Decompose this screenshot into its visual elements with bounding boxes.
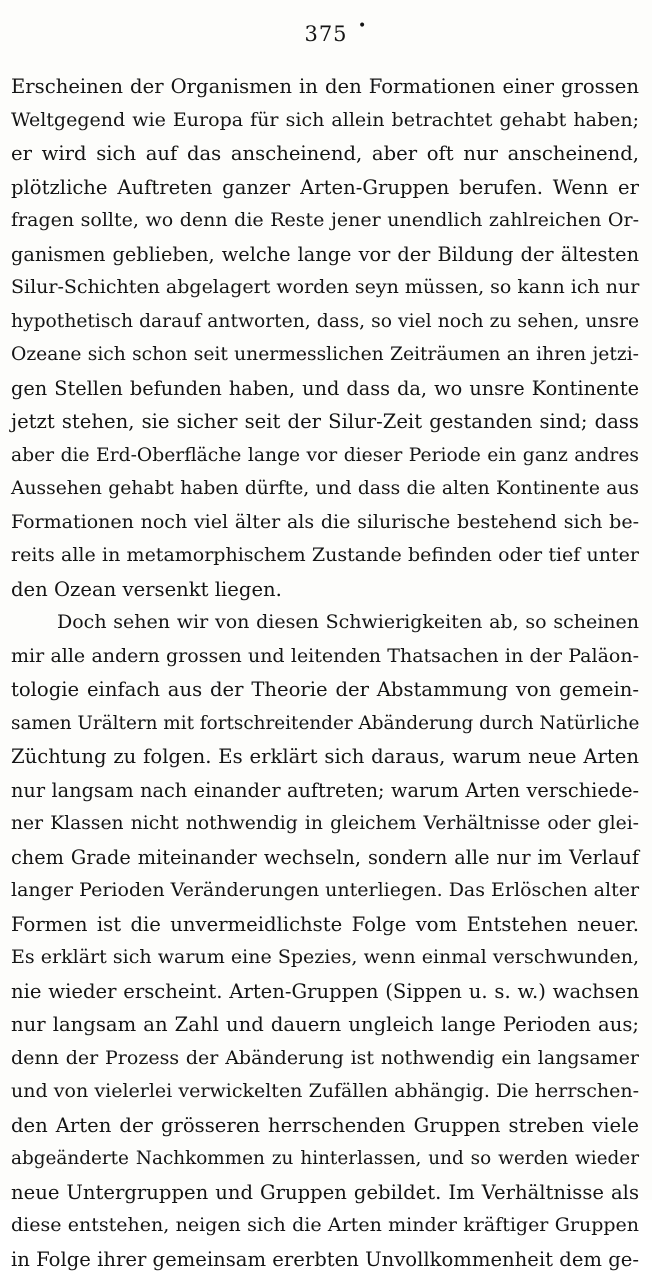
text-line: langer Perioden Veränderungen unterliegen. Das Erlöschen alter <box>11 874 639 908</box>
text-line: samen Urältern mit fortschreitender Abänderung durch Natürliche <box>11 707 639 741</box>
text-line: diese entstehen, neigen sich die Arten minder kräftiger Gruppen <box>11 1209 639 1243</box>
text-line: Ozeane sich schon seit unermesslichen Zeiträumen an ihren jetzi- <box>11 338 639 372</box>
text-line: Erscheinen der Organismen in den Formationen einer grossen <box>11 70 639 104</box>
text-line: in Folge ihrer gemeinsam ererbten Unvollkommenheit dem ge- <box>11 1243 639 1276</box>
text-line: und von vielerlei verwickelten Zufällen abhängig. Die herrschen- <box>11 1075 639 1109</box>
text-line: gen Stellen befunden haben, und dass da, wo unsre Kontinente <box>11 372 639 406</box>
text-line: abgeänderte Nachkommen zu hinterlassen, und so werden wieder <box>11 1142 639 1176</box>
text-line: er wird sich auf das anscheinend, aber oft nur anscheinend, <box>11 137 639 171</box>
text-line: plötzliche Auftreten ganzer Arten-Gruppen berufen. Wenn er <box>11 171 639 205</box>
text-line: denn der Prozess der Abänderung ist nothwendig ein langsamer <box>11 1042 639 1076</box>
text-line: den Ozean versenkt liegen. <box>11 573 639 607</box>
text-line: Weltgegend wie Europa für sich allein betrachtet gehabt haben; <box>11 104 639 138</box>
text-line: jetzt stehen, sie sicher seit der Silur-Zeit gestanden sind; dass <box>11 405 639 439</box>
text-line: hypothetisch darauf antworten, dass, so viel noch zu sehen, unsre <box>11 305 639 339</box>
text-line: ganismen geblieben, welche lange vor der Bildung der ältesten <box>11 238 639 272</box>
text-line: neue Untergruppen und Gruppen gebildet. Im Verhältnisse als <box>11 1176 639 1210</box>
text-line: nur langsam an Zahl und dauern ungleich lange Perioden aus; <box>11 1008 639 1042</box>
text-line: ner Klassen nicht nothwendig in gleichem Verhältnisse oder glei- <box>11 807 639 841</box>
text-line: Aussehen gehabt haben dürfte, und dass die alten Kontinente aus <box>11 472 639 506</box>
text-line: Silur-Schichten abgelagert worden seyn müssen, so kann ich nur <box>11 271 639 305</box>
text-line: reits alle in metamorphischem Zustande befinden oder tief unter <box>11 539 639 573</box>
text-line: Züchtung zu folgen. Es erklärt sich daraus, warum neue Arten <box>11 740 639 774</box>
paragraph-1 <box>11 70 639 606</box>
text-line: Formen ist die unvermeidlichste Folge vom Entstehen neuer. <box>11 908 639 942</box>
text-line: mir alle andern grossen und leitenden Thatsachen in der Paläon- <box>11 640 639 674</box>
text-line: fragen sollte, wo denn die Reste jener unendlich zahlreichen Or- <box>11 204 639 238</box>
text-line: chem Grade miteinander wechseln, sondern alle nur im Verlauf <box>11 841 639 875</box>
text-line: nur langsam nach einander auftreten; warum Arten verschiede- <box>11 774 639 808</box>
text-line: den Arten der grösseren herrschenden Gruppen streben viele <box>11 1109 639 1143</box>
page-number <box>0 22 652 46</box>
text-line: Formationen noch viel älter als die silurische bestehend sich be- <box>11 506 639 540</box>
text-line: nie wieder erscheint. Arten-Gruppen (Sippen u. s. w.) wachsen <box>11 975 639 1009</box>
text-line: aber die Erd-Oberfläche lange vor dieser Periode ein ganz andres <box>11 439 639 473</box>
page-number-text: 375 <box>304 22 347 46</box>
text-line: Doch sehen wir von diesen Schwierigkeiten ab, so scheinen <box>11 606 639 640</box>
page-mark: • <box>358 18 367 34</box>
text-line: Es erklärt sich warum eine Spezies, wenn einmal verschwunden, <box>11 941 639 975</box>
text-line: tologie einfach aus der Theorie der Abstammung von gemein- <box>11 673 639 707</box>
body-text <box>11 70 639 1276</box>
paragraph-2 <box>11 606 639 1276</box>
